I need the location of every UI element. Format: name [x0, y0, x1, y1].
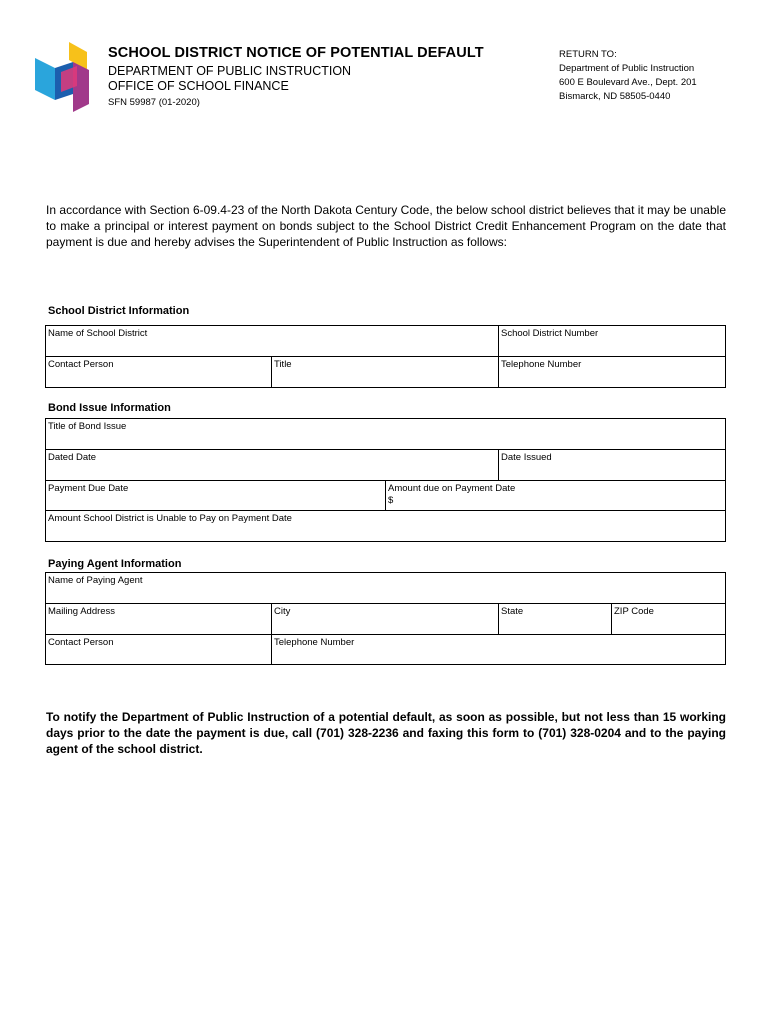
district-contact-person-field[interactable] — [46, 357, 271, 387]
agent-telephone-field[interactable] — [272, 635, 725, 664]
bond-date-issued-field[interactable] — [499, 450, 725, 480]
field-label: Mailing Address — [48, 606, 116, 617]
form-number: SFN 59987 (01-2020) — [108, 97, 200, 108]
field-label: Amount due on Payment Date — [388, 483, 516, 494]
city-field[interactable] — [272, 604, 498, 634]
notification-instructions: To notify the Department of Public Instruction of a potential default, as soon as possible, but not less than 15 working days prior to the date the payment is due, call (701) 328-2236 and faxing this form to (701) 328-0204 and to the paying agent of the school district. — [46, 710, 726, 756]
field-label: Contact Person — [48, 637, 114, 648]
office-name: OFFICE OF SCHOOL FINANCE — [108, 79, 289, 93]
field-label: Amount School District is Unable to Pay on Payment Date — [48, 513, 292, 524]
district-title-field[interactable] — [272, 357, 498, 387]
bond-dated-date-field[interactable] — [46, 450, 498, 480]
currency-symbol: $ — [388, 495, 394, 506]
field-label: State — [501, 606, 524, 617]
payment-due-date-field[interactable] — [46, 481, 385, 510]
return-line-1: Department of Public Instruction — [559, 63, 695, 74]
bond-title-field[interactable] — [46, 419, 725, 449]
field-label: Telephone Number — [274, 637, 355, 648]
field-label: Telephone Number — [501, 359, 582, 370]
return-line-3: Bismarck, ND 58505-0440 — [559, 91, 671, 102]
zip-code-field[interactable] — [612, 604, 725, 634]
school-district-section-title: School District Information — [48, 305, 190, 317]
mailing-address-field[interactable] — [46, 604, 271, 634]
state-field[interactable] — [499, 604, 611, 634]
school-district-table — [45, 325, 726, 388]
amount-unable-to-pay-field[interactable] — [46, 511, 725, 541]
field-label: City — [274, 606, 291, 617]
school-district-number-field[interactable] — [499, 326, 725, 356]
intro-paragraph: In accordance with Section 6-09.4-23 of the North Dakota Century Code, the below school district believes that it may be unable to make a principal or interest payment on bonds subject to the School District Credit Enhancement Program on the date that payment is due and hereby advises the Superintendent of Public Instruction as follows: — [46, 203, 726, 249]
field-label: Name of School District — [48, 328, 148, 339]
field-label: Title of Bond Issue — [48, 421, 127, 432]
department-name: DEPARTMENT OF PUBLIC INSTRUCTION — [108, 64, 352, 78]
bond-issue-table — [45, 418, 726, 542]
field-label: Date Issued — [501, 452, 552, 463]
nd-dpi-logo-icon — [33, 42, 91, 112]
school-district-name-field[interactable] — [46, 326, 498, 356]
agent-contact-person-field[interactable] — [46, 635, 271, 664]
field-label: Dated Date — [48, 452, 97, 463]
field-label: Payment Due Date — [48, 483, 129, 494]
paying-agent-name-field[interactable] — [46, 573, 725, 603]
amount-due-field[interactable] — [386, 481, 725, 510]
field-label: ZIP Code — [614, 606, 654, 617]
field-label: Contact Person — [48, 359, 114, 370]
form-title: SCHOOL DISTRICT NOTICE OF POTENTIAL DEFAULT — [108, 45, 484, 61]
district-telephone-field[interactable] — [499, 357, 725, 387]
return-line-2: 600 E Boulevard Ave., Dept. 201 — [559, 77, 697, 88]
bond-issue-section-title: Bond Issue Information — [48, 402, 171, 414]
return-address — [559, 48, 697, 104]
paying-agent-section-title: Paying Agent Information — [48, 558, 182, 570]
field-label: School District Number — [501, 328, 599, 339]
field-label: Name of Paying Agent — [48, 575, 143, 586]
return-label: RETURN TO: — [559, 49, 617, 60]
field-label: Title — [274, 359, 292, 370]
paying-agent-table — [45, 572, 726, 665]
